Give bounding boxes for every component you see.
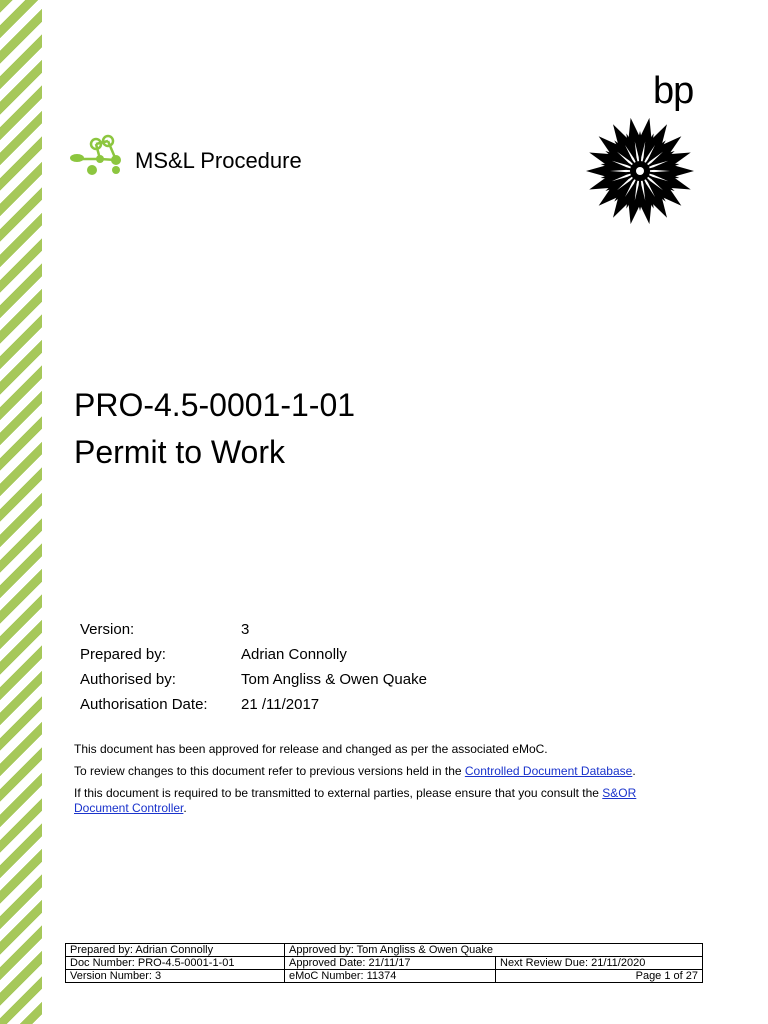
review-note [74,764,694,779]
decorative-stripe-border [0,0,42,1024]
footer-row [66,970,703,983]
transmission-note-end: . [183,801,187,815]
footer-row [66,944,703,957]
approval-note: This document has been approved for release and changed as per the associated eMoC. [74,742,548,756]
meta-row-version [80,621,427,646]
controlled-document-database-link[interactable]: Controlled Document Database [464,764,633,778]
meta-label: Prepared by: [80,646,166,663]
footer-doc-number: Doc Number: PRO-4.5-0001-1-01 [66,957,285,970]
transmission-note-text: If this document is required to be transmitted to external parties, please ensure that you consult the [74,786,603,800]
footer-row [66,957,703,970]
footer-approved-by: Approved by: Tom Angliss & Owen Quake [285,944,703,957]
helios-sun-icon [582,115,698,232]
footer-version-number: Version Number: 3 [66,970,285,983]
transmission-note [74,786,694,816]
document-controller-link[interactable]: S&OR Document Controller [74,786,637,815]
bp-logo-text: bp [653,70,694,112]
footer-approved-date: Approved Date: 21/11/17 [285,957,496,970]
meta-value: 3 [241,621,250,638]
document-number: PRO-4.5-0001-1-01 [74,387,356,423]
footer-prepared-by: Prepared by: Adrian Connolly [66,944,285,957]
meta-label: Authorisation Date: [80,696,208,713]
procedure-title: MS&L Procedure [135,148,302,173]
meta-row-authorisation-date [80,696,427,721]
document-notes [74,742,694,823]
meta-value: Tom Angliss & Owen Quake [241,671,427,688]
network-nodes-icon [70,133,126,184]
meta-label: Authorised by: [80,671,176,688]
footer-emoc-number: eMoC Number: 11374 [285,970,496,983]
document-metadata [80,621,427,721]
meta-row-authorised-by [80,671,427,696]
meta-value: 21 /11/2017 [241,696,320,713]
document-title: Permit to Work [74,434,285,470]
meta-row-prepared-by [80,646,427,671]
footer-table [65,943,703,983]
footer-next-review: Next Review Due: 21/11/2020 [496,957,703,970]
meta-label: Version: [80,621,135,638]
meta-value: Adrian Connolly [241,646,347,663]
review-note-text: To review changes to this document refer to previous versions held in the [74,764,465,778]
review-note-end: . [632,764,636,778]
footer-page-number: Page 1 of 27 [496,970,703,983]
